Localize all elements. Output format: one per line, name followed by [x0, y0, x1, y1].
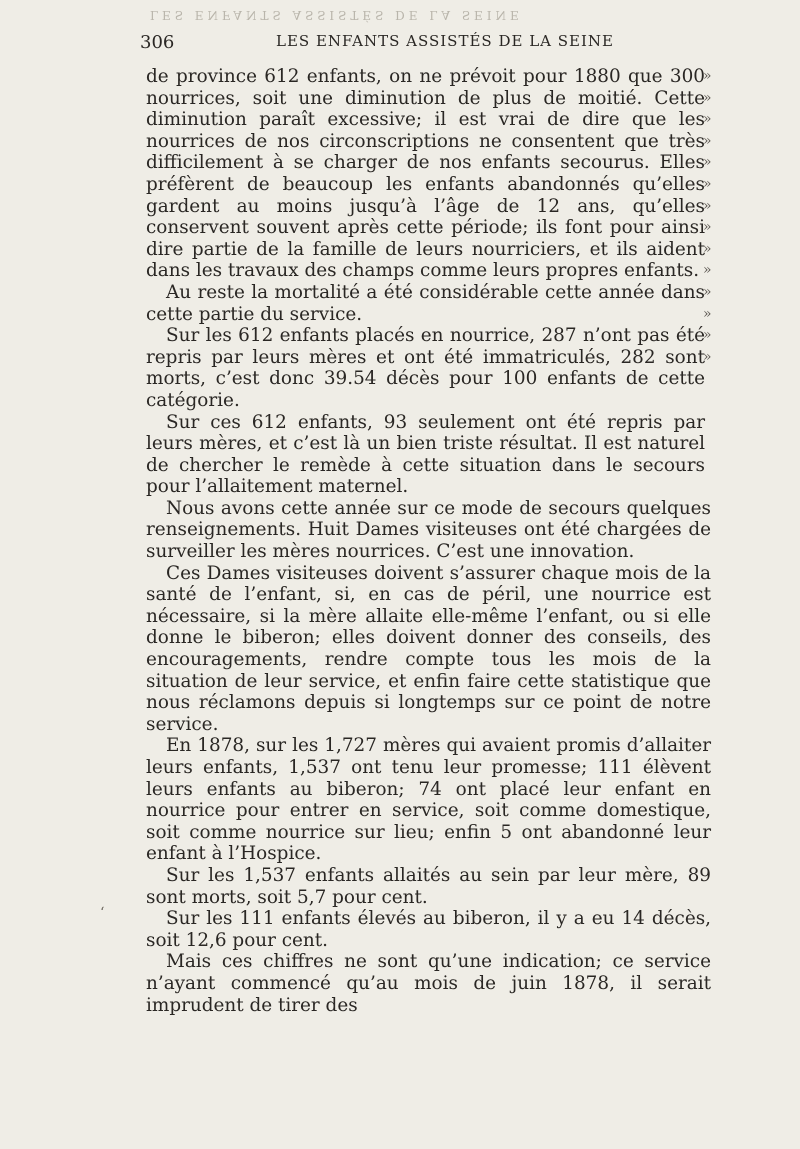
- paragraph: Sur les 1,537 enfants allaités au sein par leur mère, 89 sont morts, soit 5,7 pour cent.: [146, 864, 711, 908]
- page-number: 306: [140, 32, 175, 53]
- paragraph: Ces Dames visiteuses doivent s’assurer chaque mois de la santé de l’enfant, si, en cas de péril, une nourrice est nécessaire, si la mère allaite elle-même l’enfant, ou si elle donne le biberon; elles doivent donner des conseils, des encouragements, rendre compte tous les mois de la situation de leur service, et enfin faire cette statistique que nous réclamons depuis si longtemps sur ce point de notre service.: [146, 562, 711, 735]
- paragraph: Mais ces chiffres ne sont qu’une indication; ce service n’ayant commencé qu’au mois de juin 1878, il serait imprudent de tirer des: [146, 951, 711, 1016]
- quotation-marks-column: » » » » » » » » » » » » » »: [703, 68, 712, 365]
- paragraph: Nous avons cette année sur ce mode de secours quelques renseignements. Huit Dames visiteuses ont été chargées de surveiller les mères nourrices. C’est une innovation.: [146, 497, 711, 563]
- running-head: [140, 32, 710, 53]
- bleed-through-header: LES ENFANTS ASSISTÉS DE LA SEINE: [150, 8, 523, 22]
- quote-paragraph: de province 612 enfants, on ne prévoit pour 1880 que 300 nourrices, soit une diminution de plus de moitié. Cette diminution paraît excessive; il est vrai de dire que les nourrices de nos circonscriptions ne consentent que très difficilement à se charger de nos enfants secourus. Elles préfèrent de beaucoup les enfants abandonnés qu’elles gardent au moins jusqu’à l’âge de 12 ans, qu’elles conservent souvent après cette période; ils font pour ainsi dire partie de la famille de leurs nourriciers, et ils aident dans les travaux des champs comme leurs propres enfants.: [146, 66, 705, 282]
- margin-mark: ‘: [100, 905, 105, 921]
- quote-paragraph: Au reste la mortalité a été considérable cette année dans cette partie du service.: [146, 281, 705, 325]
- paragraph: Sur les 111 enfants élevés au biberon, il y a eu 14 décès, soit 12,6 pour cent.: [146, 908, 711, 951]
- quoted-passage: [146, 66, 711, 498]
- paragraph: En 1878, sur les 1,727 mères qui avaient promis d’allaiter leurs enfants, 1,537 ont tenu leur promesse; 111 élèvent leurs enfants au biberon; 74 ont placé leur enfant en nourrice pour entrer en service, soit comme domestique, soit comme nourrice sur lieu; enfin 5 ont abandonné leur enfant à l’Hospice.: [146, 735, 711, 865]
- quote-paragraph: Sur ces 612 enfants, 93 seulement ont été repris par leurs mères, et c’est là un bien triste résultat. Il est naturel de chercher le remède à cette situation dans le secours pour l’allaitement maternel.: [146, 411, 705, 498]
- page-body: [146, 66, 711, 1016]
- quote-paragraph: Sur les 612 enfants placés en nourrice, 287 n’ont pas été repris par leurs mères et ont été immatriculés, 282 sont morts, c’est donc 39.54 décès pour 100 enfants de cette catégorie.: [146, 325, 705, 411]
- running-title: LES ENFANTS ASSISTÉS DE LA SEINE: [276, 32, 614, 50]
